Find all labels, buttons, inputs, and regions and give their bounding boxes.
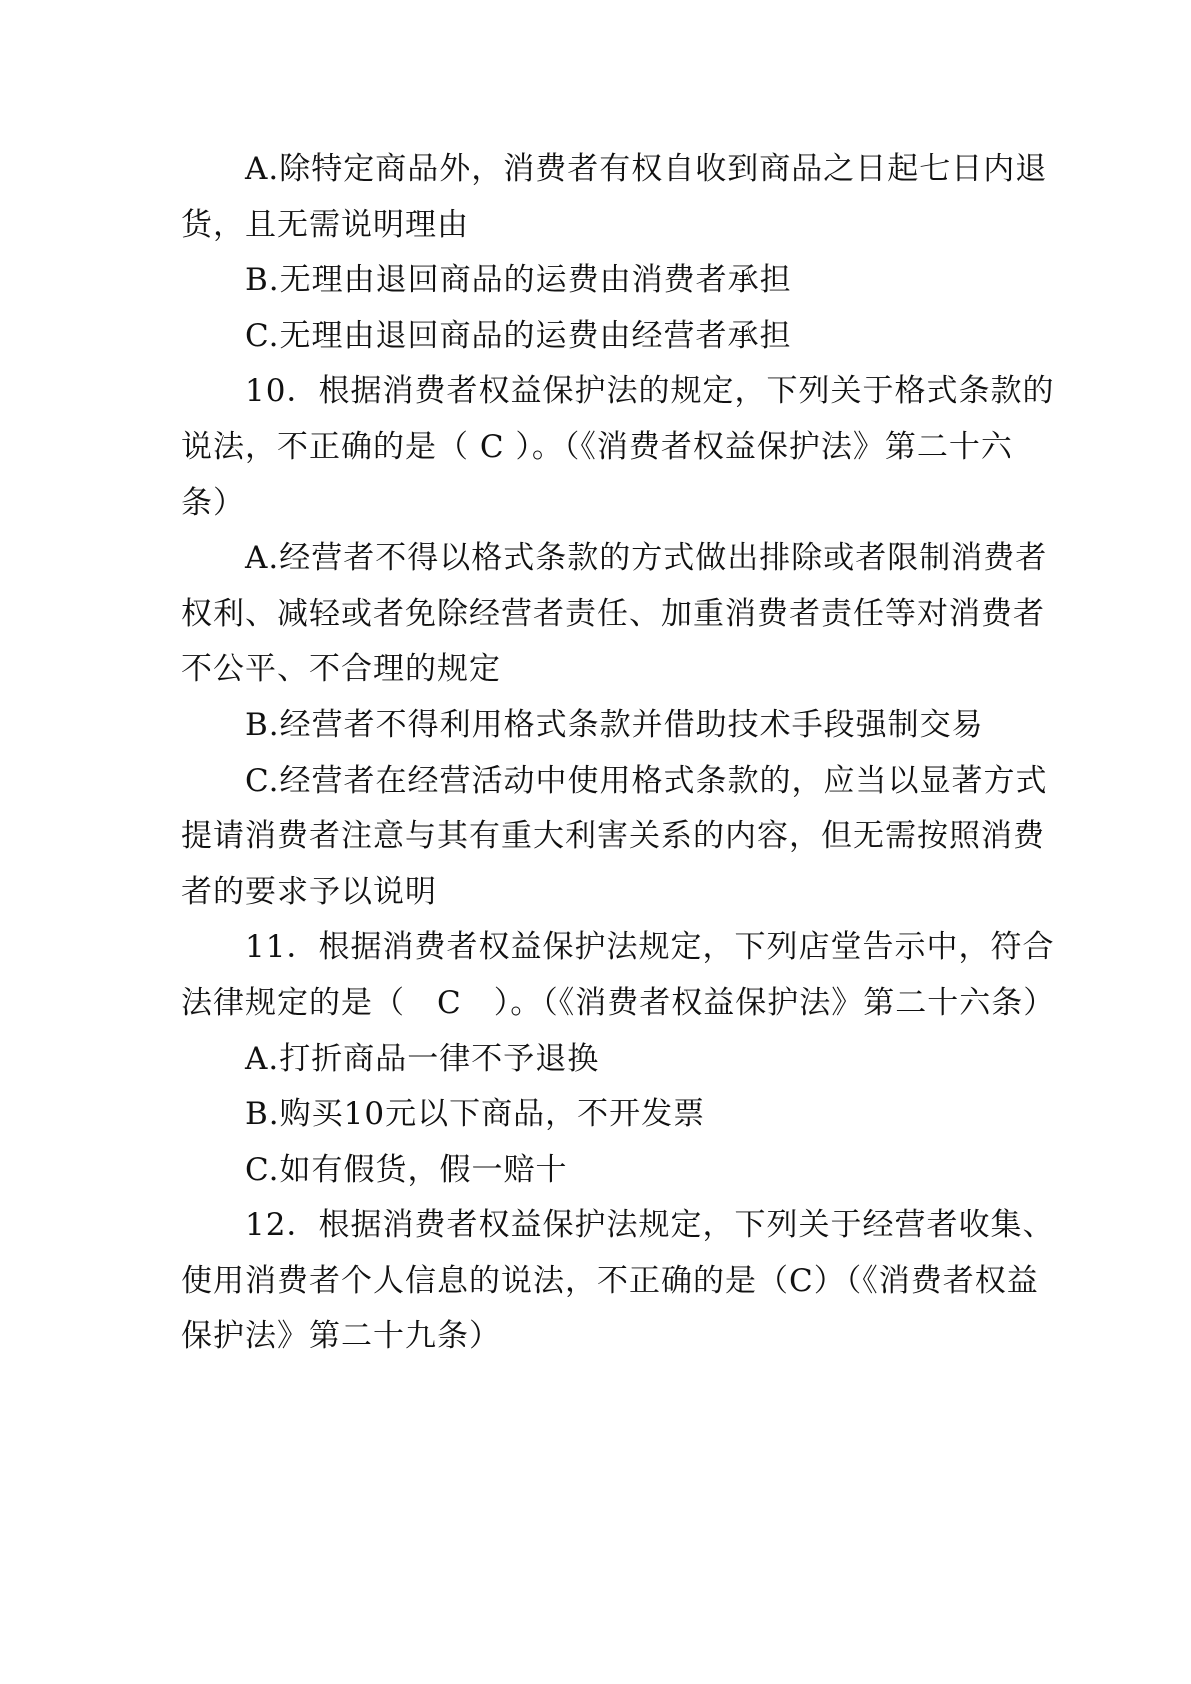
question-10-option-b: B.经营者不得利用格式条款并借助技术手段强制交易: [245, 706, 984, 743]
question-10-option-c: C.经营者在经营活动中使用格式条款的，应当以显著方式提请消费者注意与其有重大利害关系的内容，但无需按照消费者的要求予以说明: [181, 762, 1048, 910]
question-10: 10．根据消费者权益保护法的规定，下列关于格式条款的说法，不正确的是（ C ）。（《消费者权益保护法》第二十六条）: [181, 373, 1055, 521]
option-b-consumer-pays-shipping: B.无理由退回商品的运费由消费者承担: [245, 262, 792, 299]
document-body: [181, 142, 1061, 1365]
option-c-operator-pays-shipping: C.无理由退回商品的运费由经营者承担: [245, 317, 792, 354]
question-11: 11．根据消费者权益保护法规定，下列店堂告示中，符合法律规定的是（ C ）。（《消费者权益保护法》第二十六条）: [181, 929, 1056, 1021]
question-11-option-a: A.打折商品一律不予退换: [245, 1040, 600, 1077]
question-11-option-b: B.购买10元以下商品，不开发票: [245, 1096, 706, 1133]
option-a-return-within-seven-days: A.除特定商品外，消费者有权自收到商品之日起七日内退货，且无需说明理由: [181, 151, 1048, 243]
question-12: 12．根据消费者权益保护法规定，下列关于经营者收集、使用消费者个人信息的说法，不正确的是（C）（《消费者权益保护法》第二十九条）: [181, 1207, 1055, 1355]
question-11-option-c: C.如有假货，假一赔十: [245, 1151, 568, 1188]
question-10-option-a: A.经营者不得以格式条款的方式做出排除或者限制消费者权利、减轻或者免除经营者责任、加重消费者责任等对消费者不公平、不合理的规定: [181, 540, 1048, 688]
